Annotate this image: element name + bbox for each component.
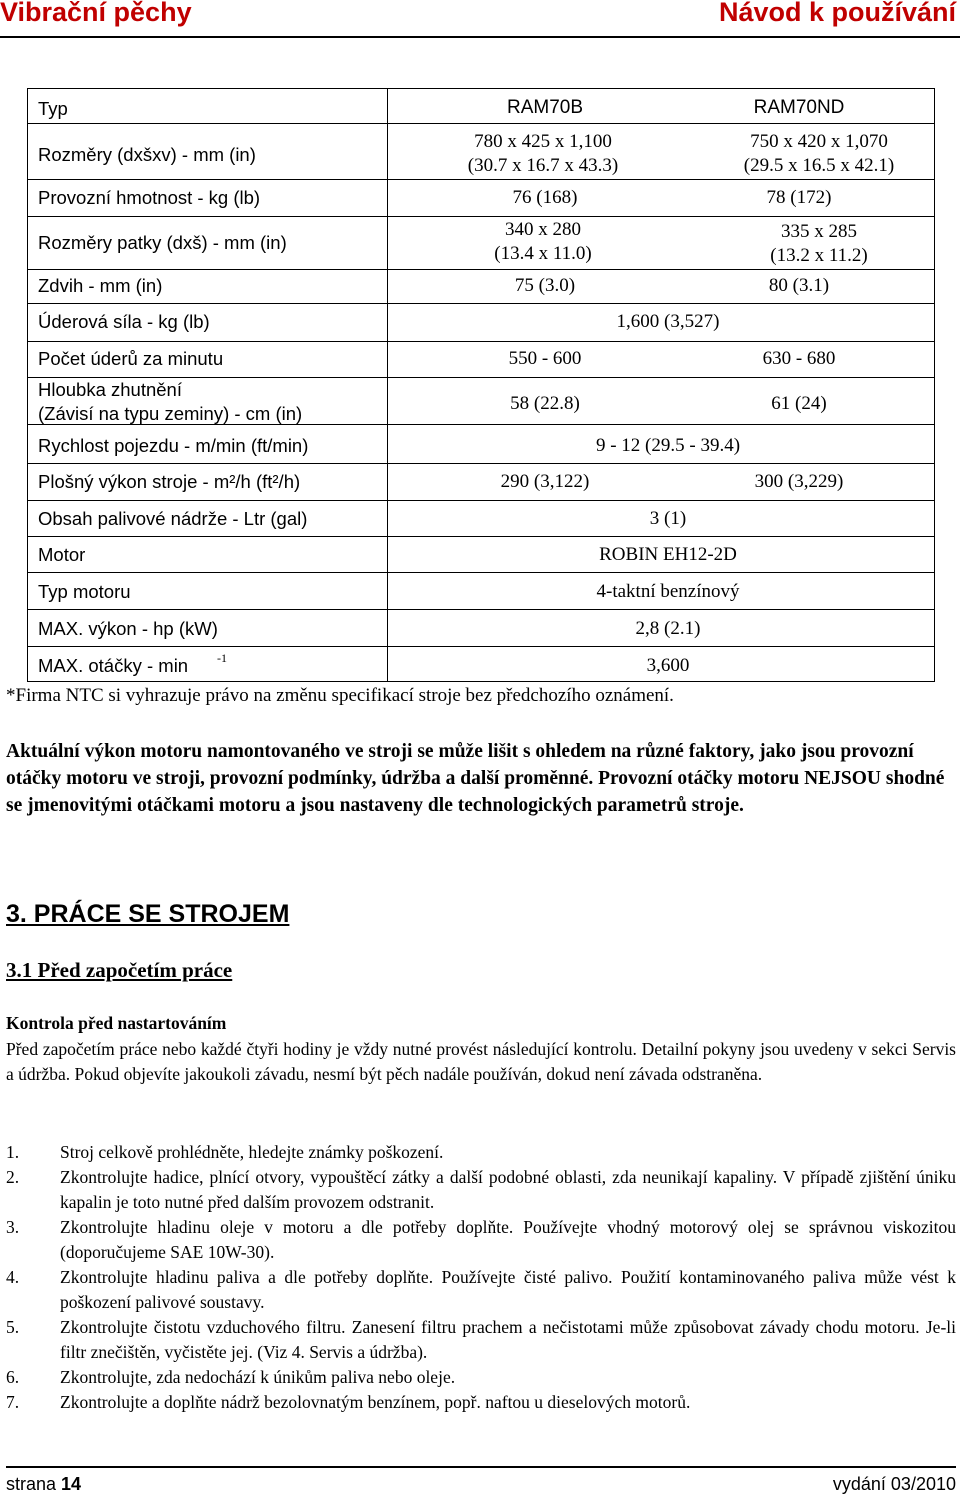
table-divider (28, 536, 934, 537)
list-number: 6. (6, 1367, 20, 1387)
model-a-header: RAM70B (506, 97, 584, 118)
specification-table (27, 88, 935, 682)
checklist (6, 1140, 956, 1415)
cell-value: 335 x 285 (781, 221, 857, 242)
edition: vydání 03/2010 (832, 1474, 956, 1494)
cell-value: 58 (22.8) (510, 393, 580, 414)
subsection-title: 3.1 Před započetím práce (6, 958, 233, 982)
cell-value: 3,600 (646, 655, 690, 676)
list-text: Zkontrolujte hladinu oleje v motoru a dle potřeby doplňte. Používejte vhodný motorový olej se správnou viskozitou (doporučujeme SAE 10W-30). (60, 1217, 956, 1262)
page-label: strana (6, 1474, 57, 1494)
row-label: Počet úderů za minutu (38, 348, 224, 369)
section-title: 3. PRÁCE SE STROJEM (6, 900, 290, 928)
page-header (0, 0, 960, 38)
cell-value: 4-taktní benzínový (596, 581, 740, 602)
list-text: Zkontrolujte hladinu paliva a dle potřeby doplňte. Používejte čisté palivo. Použití kontaminovaného paliva může vést k poškození palivové soustavy. (60, 1267, 956, 1312)
list-item (6, 1265, 956, 1315)
row-label: Typ motoru (38, 581, 131, 602)
row-label: Provozní hmotnost - kg (lb) (38, 187, 261, 208)
cell-value: 300 (3,229) (754, 471, 844, 492)
list-item (6, 1390, 956, 1415)
cell-value: ROBIN EH12-2D (599, 544, 737, 565)
table-divider (28, 269, 934, 270)
list-number: 5. (6, 1317, 20, 1337)
list-text: Stroj celkově prohlédněte, hledejte známky poškození. (60, 1142, 444, 1162)
cell-value: 61 (24) (771, 393, 827, 414)
list-number: 4. (6, 1267, 20, 1287)
cell-value: 80 (3.1) (768, 275, 830, 296)
cell-value: 78 (172) (766, 187, 832, 208)
spec-note: *Firma NTC si vyhrazuje právo na změnu specifikací stroje bez předchozího oznámení. (6, 685, 674, 706)
table-divider (28, 341, 934, 342)
list-text: Zkontrolujte hadice, plnící otvory, vypouštěcí zátky a další podobné oblasti, zda neunikají kapaliny. V případě zjištění úniku kapalin je toto nutné před dalším provozem odstranit. (60, 1167, 956, 1212)
cell-value: 9 - 12 (29.5 - 39.4) (595, 435, 741, 456)
table-divider (28, 123, 934, 124)
row-label: Plošný výkon stroje - m²/h (ft²/h) (38, 471, 301, 492)
cell-value: (13.2 x 11.2) (770, 245, 868, 266)
cell-value: 290 (3,122) (500, 471, 590, 492)
row-label: MAX. výkon - hp (kW) (38, 618, 218, 639)
row-label: Rozměry patky (dxš) - mm (in) (38, 232, 287, 253)
list-item (6, 1315, 956, 1365)
row-label: Typ (38, 98, 68, 119)
model-b-header: RAM70ND (753, 97, 845, 118)
cell-value: (30.7 x 16.7 x 43.3) (467, 155, 619, 176)
cell-value: 630 - 680 (762, 348, 836, 369)
row-label: Úderová síla - kg (lb) (38, 311, 210, 332)
table-divider (28, 609, 934, 610)
intro-paragraph: Před započetím práce nebo každé čtyři hodiny je vždy nutné provést následující kontrolu. Detailní pokyny jsou uvedeny v sekci Servis a údržba. Pokud objevíte jakoukoli závadu, nesmí být pěch nadále používán, dokud není závada odstraněna. (6, 1039, 956, 1084)
list-text: Zkontrolujte a doplňte nádrž bezolovnatým benzínem, popř. naftou u dieselových motorů. (60, 1392, 691, 1412)
row-label: Rychlost pojezdu - m/min (ft/min) (38, 435, 309, 456)
table-divider (28, 572, 934, 573)
cell-value: (13.4 x 11.0) (494, 243, 592, 264)
page-footer (6, 1466, 956, 1494)
cell-value: 75 (3.0) (514, 275, 576, 296)
table-divider (28, 303, 934, 304)
table-column-divider (387, 89, 388, 681)
page-number (6, 1474, 81, 1495)
document-title: Vibrační pěchy (0, 0, 192, 27)
list-number: 7. (6, 1392, 20, 1412)
table-divider (28, 216, 934, 217)
engine-performance-warning: Aktuální výkon motoru namontovaného ve stroji se může lišit s ohledem na různé faktory, jako jsou provozní otáčky motoru ve stroji, provozní podmínky, údržba a další proměnné. Provozní otáčky motoru NEJSOU shodné se jmenovitými otáčkami motoru a jsou nastaveny dle technologických parametrů stroje. (6, 741, 945, 816)
unit-superscript: -1 (217, 651, 227, 665)
table-divider (28, 500, 934, 501)
document-type: Návod k používání (718, 0, 956, 27)
cell-value: 550 - 600 (508, 348, 582, 369)
cell-value: 76 (168) (512, 187, 578, 208)
list-item (6, 1215, 956, 1265)
table-divider (28, 377, 934, 378)
table-divider (28, 646, 934, 647)
row-label: Motor (38, 544, 86, 565)
cell-value: 1,600 (3,527) (616, 311, 720, 332)
cell-value: 2,8 (2.1) (635, 618, 701, 639)
row-label: Hloubka zhutnění (38, 379, 182, 400)
list-number: 2. (6, 1167, 20, 1187)
list-item (6, 1365, 956, 1390)
row-label-note: (Závisí na typu zeminy) - cm (in) (38, 403, 303, 424)
list-number: 1. (6, 1142, 20, 1162)
cell-value: 780 x 425 x 1,100 (474, 131, 612, 152)
list-number: 3. (6, 1217, 20, 1237)
list-text: Zkontrolujte, zda nedochází k únikům paliva nebo oleje. (60, 1367, 456, 1387)
cell-value: 3 (1) (649, 508, 687, 529)
cell-value: (29.5 x 16.5 x 42.1) (743, 155, 895, 176)
table-divider (28, 179, 934, 180)
row-label: Obsah palivové nádrže - Ltr (gal) (38, 508, 308, 529)
cell-value: 750 x 420 x 1,070 (750, 131, 888, 152)
check-heading: Kontrola před nastartováním (6, 1013, 227, 1033)
list-item (6, 1165, 956, 1215)
list-text: Zkontrolujte čistotu vzduchového filtru. Zanesení filtru prachem a nečistotami může způsobovat závady chodu motoru. Je-li filtr znečištěn, vyčistěte jej. (Viz 4. Servis a údržba). (60, 1317, 956, 1362)
row-label: Zdvih - mm (in) (38, 275, 163, 296)
table-divider (28, 463, 934, 464)
cell-value: 340 x 280 (505, 219, 581, 240)
page-number-value: 14 (61, 1474, 82, 1494)
row-label: Rozměry (dxšxv) - mm (in) (38, 144, 256, 165)
row-label: MAX. otáčky - min (38, 655, 189, 676)
list-item (6, 1140, 956, 1165)
